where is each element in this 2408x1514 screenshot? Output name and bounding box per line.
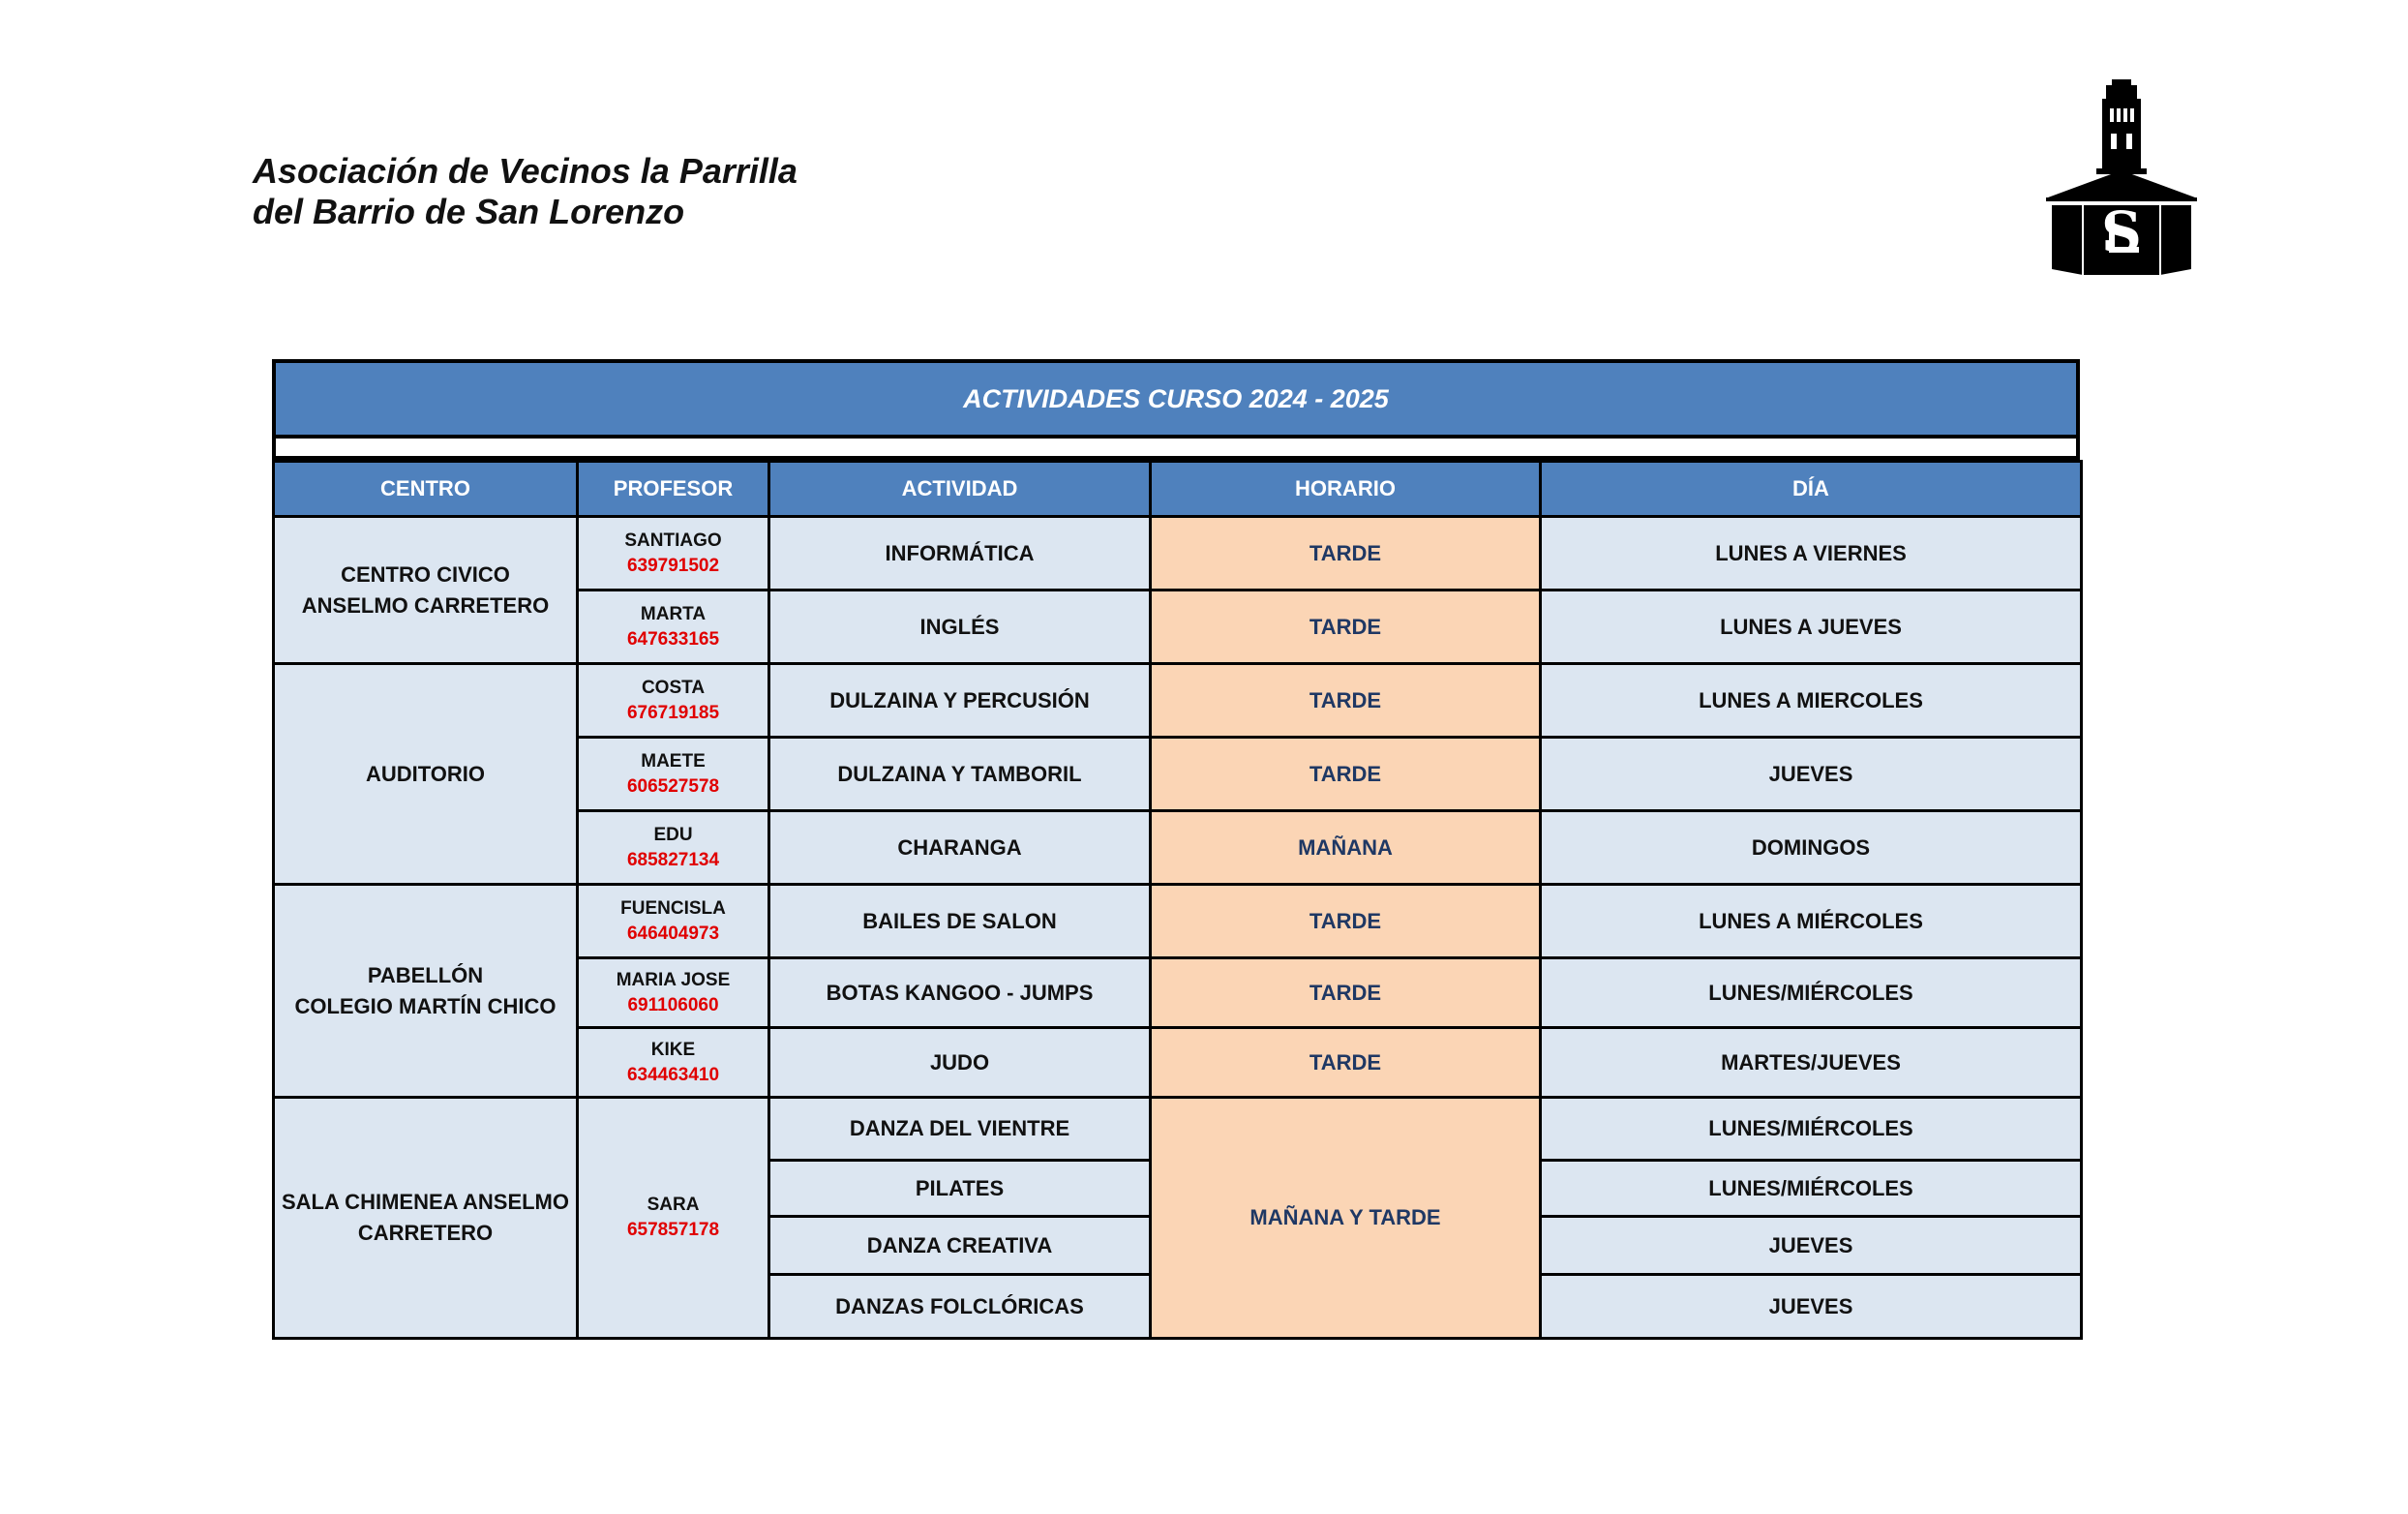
- column-header-centro: CENTRO: [274, 462, 578, 517]
- church-tower-sl-logo-icon: [2044, 79, 2199, 278]
- dia-cell: LUNES/MIÉRCOLES: [1541, 958, 2082, 1028]
- centro-cell: CENTRO CIVICO ANSELMO CARRETERO: [274, 517, 578, 664]
- column-header-horario: HORARIO: [1151, 462, 1541, 517]
- dia-cell: LUNES/MIÉRCOLES: [1541, 1098, 2082, 1161]
- dia-cell: LUNES A MIERCOLES: [1541, 664, 2082, 738]
- centro-cell: PABELLÓN COLEGIO MARTÍN CHICO: [274, 885, 578, 1098]
- actividad-cell: INFORMÁTICA: [769, 517, 1151, 590]
- actividad-cell: PILATES: [769, 1161, 1151, 1217]
- actividad-cell: JUDO: [769, 1028, 1151, 1098]
- centro-cell: SALA CHIMENEA ANSELMO CARRETERO: [274, 1098, 578, 1339]
- svg-text:S: S: [2101, 199, 2142, 265]
- dia-cell: LUNES A VIERNES: [1541, 517, 2082, 590]
- column-header-actividad: ACTIVIDAD: [769, 462, 1151, 517]
- profesor-cell: COSTA 676719185: [578, 664, 769, 738]
- profesor-cell: MARIA JOSE 691106060: [578, 958, 769, 1028]
- horario-cell: TARDE: [1151, 885, 1541, 958]
- actividad-cell: DANZAS FOLCLÓRICAS: [769, 1275, 1151, 1339]
- activities-sheet: [272, 359, 2080, 1340]
- activities-table: [272, 460, 2083, 1340]
- horario-cell: MAÑANA Y TARDE: [1151, 1098, 1541, 1339]
- dia-cell: JUEVES: [1541, 738, 2082, 811]
- dia-cell: LUNES/MIÉRCOLES: [1541, 1161, 2082, 1217]
- horario-cell: TARDE: [1151, 664, 1541, 738]
- dia-cell: MARTES/JUEVES: [1541, 1028, 2082, 1098]
- actividad-cell: INGLÉS: [769, 590, 1151, 664]
- actividad-cell: DANZA CREATIVA: [769, 1217, 1151, 1275]
- org-line-2: del Barrio de San Lorenzo: [253, 192, 685, 231]
- title-spacer: [272, 439, 2080, 460]
- table-row: [274, 517, 2082, 590]
- actividad-cell: DULZAINA Y TAMBORIL: [769, 738, 1151, 811]
- profesor-cell: EDU 685827134: [578, 811, 769, 885]
- actividad-cell: DANZA DEL VIENTRE: [769, 1098, 1151, 1161]
- actividad-cell: BOTAS KANGOO - JUMPS: [769, 958, 1151, 1028]
- column-header-dia: DÍA: [1541, 462, 2082, 517]
- profesor-cell: SANTIAGO 639791502: [578, 517, 769, 590]
- column-header-profesor: PROFESOR: [578, 462, 769, 517]
- sheet-title: ACTIVIDADES CURSO 2024 - 2025: [272, 359, 2080, 439]
- table-row: [274, 1098, 2082, 1161]
- actividad-cell: BAILES DE SALON: [769, 885, 1151, 958]
- dia-cell: JUEVES: [1541, 1217, 2082, 1275]
- centro-cell: AUDITORIO: [274, 664, 578, 885]
- dia-cell: LUNES A MIÉRCOLES: [1541, 885, 2082, 958]
- horario-cell: TARDE: [1151, 1028, 1541, 1098]
- horario-cell: TARDE: [1151, 958, 1541, 1028]
- horario-cell: TARDE: [1151, 517, 1541, 590]
- dia-cell: DOMINGOS: [1541, 811, 2082, 885]
- profesor-cell: FUENCISLA 646404973: [578, 885, 769, 958]
- profesor-cell: SARA 657857178: [578, 1098, 769, 1339]
- actividad-cell: CHARANGA: [769, 811, 1151, 885]
- dia-cell: LUNES A JUEVES: [1541, 590, 2082, 664]
- horario-cell: MAÑANA: [1151, 811, 1541, 885]
- horario-cell: TARDE: [1151, 590, 1541, 664]
- org-line-1: Asociación de Vecinos la Parrilla: [253, 151, 798, 191]
- dia-cell: JUEVES: [1541, 1275, 2082, 1339]
- table-row: [274, 885, 2082, 958]
- organization-name: [253, 151, 798, 232]
- profesor-cell: KIKE 634463410: [578, 1028, 769, 1098]
- table-row: [274, 664, 2082, 738]
- profesor-cell: MAETE 606527578: [578, 738, 769, 811]
- horario-cell: TARDE: [1151, 738, 1541, 811]
- profesor-cell: MARTA 647633165: [578, 590, 769, 664]
- actividad-cell: DULZAINA Y PERCUSIÓN: [769, 664, 1151, 738]
